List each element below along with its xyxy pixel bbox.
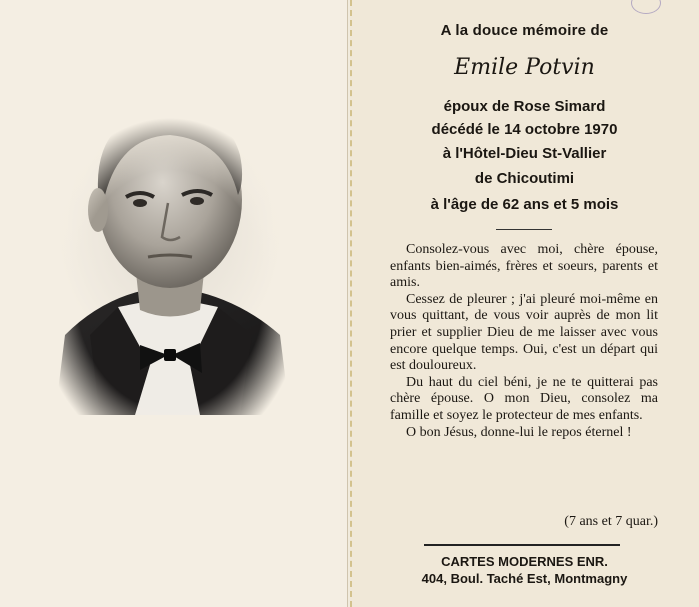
pencil-mark — [631, 0, 661, 14]
poem-paragraph: Cessez de pleurer ; j'ai pleuré moi-même en vous quittant, de vous voir auprès de mon lit prier et supplier Dieu de me laisser avec vous encore quelque temps. Oui, c'est un départ qui est douloureux. — [390, 291, 658, 374]
memorial-heading: A la douce mémoire de — [440, 22, 609, 39]
poem-paragraph: Du haut du ciel béni, je ne te quitterai pas chère épouse. O mon Dieu, consolez ma famille et soyez le protecteur de mes enfants. — [390, 374, 658, 423]
portrait-photo — [40, 85, 300, 415]
poem-paragraph: Consolez-vous avec moi, chère épouse, enfants bien-aimés, frères et soeurs, parents et amis. — [390, 242, 658, 291]
portrait-illustration — [40, 85, 300, 415]
city-line: de Chicoutimi — [474, 170, 575, 187]
poem-paragraph: O bon Jésus, donne-lui le repos éternel ! — [406, 424, 632, 440]
death-date-line: décédé le 14 octobre 1970 — [431, 121, 618, 138]
indulgence-note: (7 ans et 7 quar.) — [564, 514, 658, 529]
age-line: à l'âge de 62 ans et 5 mois — [430, 196, 619, 213]
spouse-line: époux de Rose Simard — [443, 98, 606, 115]
short-divider — [496, 229, 552, 230]
deceased-name: Emile Potvin — [454, 55, 595, 80]
memorial-poem — [390, 242, 658, 441]
publisher-name: CARTES MODERNES ENR. — [441, 554, 608, 569]
photo-panel — [0, 0, 348, 607]
place-line: à l'Hôtel-Dieu St-Vallier — [442, 145, 607, 162]
publisher-address: 404, Boul. Taché Est, Montmagny — [421, 571, 628, 586]
bottom-divider — [424, 544, 620, 546]
